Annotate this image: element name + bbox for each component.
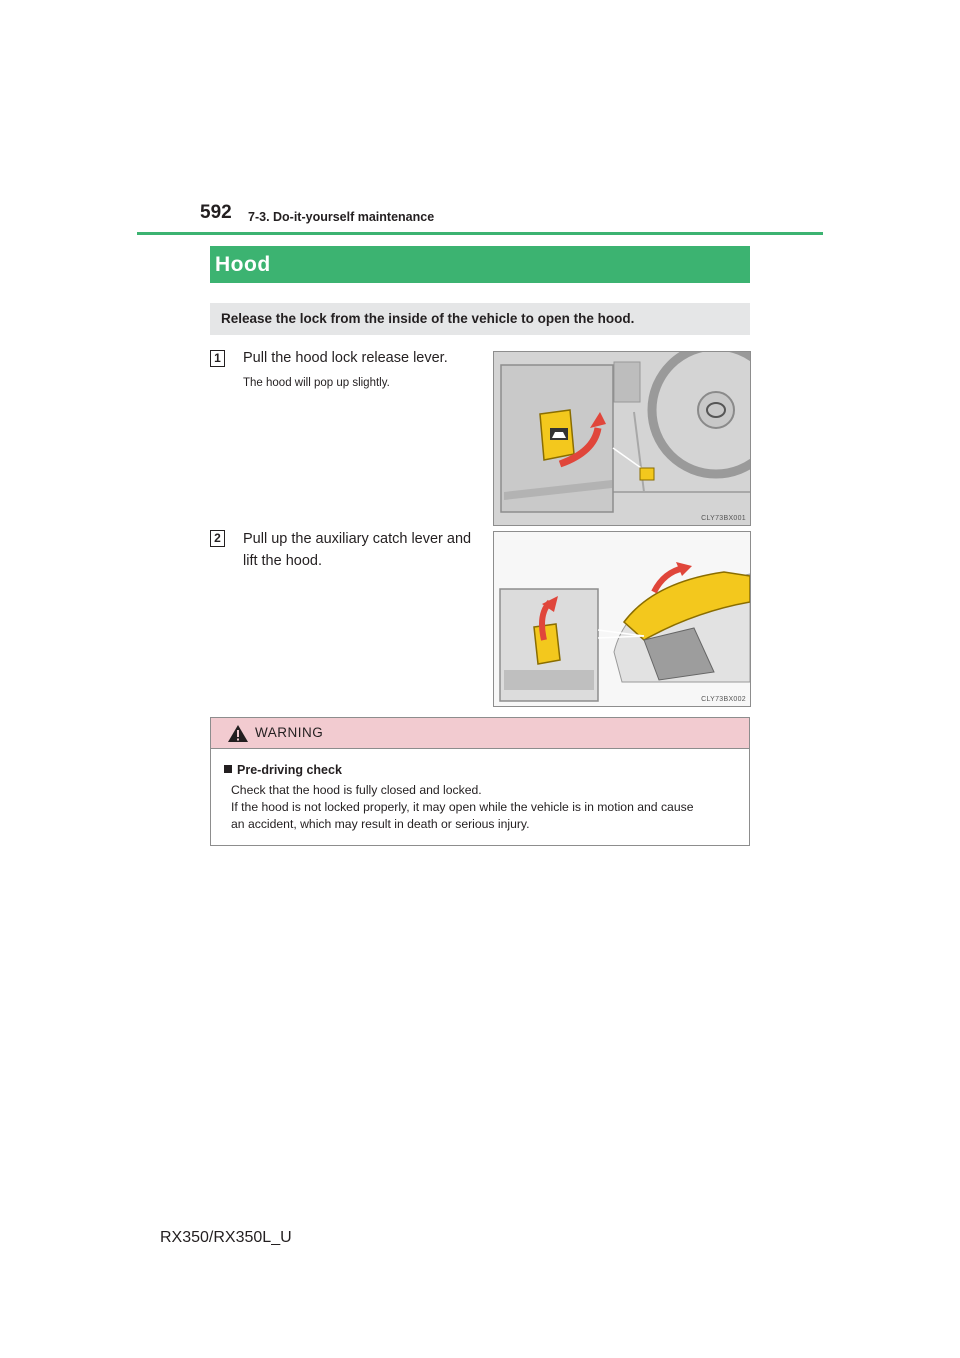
step-2-text-line2: lift the hood. bbox=[243, 553, 322, 569]
dashboard-drawing bbox=[494, 352, 750, 525]
section-intro: Release the lock from the inside of the vehicle to open the hood. bbox=[210, 303, 750, 335]
warning-line-2: If the hood is not locked properly, it may open while the vehicle is in motion and cause bbox=[231, 800, 694, 814]
figure-code-1: CLY73BX001 bbox=[701, 515, 746, 522]
step-number-2: 2 bbox=[210, 530, 225, 547]
warning-triangle-icon bbox=[227, 724, 249, 743]
warning-item-title bbox=[224, 763, 342, 777]
page-number: 592 bbox=[200, 202, 232, 223]
warning-box bbox=[210, 717, 750, 846]
car-front-drawing bbox=[494, 532, 750, 706]
warning-title: WARNING bbox=[255, 725, 324, 740]
step-1-text: Pull the hood lock release lever. bbox=[243, 350, 448, 366]
figure-code-2: CLY73BX002 bbox=[701, 696, 746, 703]
hood-catch-lever-illustration bbox=[493, 531, 751, 707]
warning-line-1: Check that the hood is fully closed and locked. bbox=[231, 783, 482, 797]
section-title: Hood bbox=[210, 246, 750, 283]
step-2-text-line1: Pull up the auxiliary catch lever and bbox=[243, 531, 472, 547]
hood-release-lever-illustration bbox=[493, 351, 751, 526]
warning-item-title-text: Pre-driving check bbox=[237, 763, 342, 777]
warning-header bbox=[211, 718, 749, 749]
warning-line-3: an accident, which may result in death or serious injury. bbox=[231, 817, 530, 831]
step-number-1: 1 bbox=[210, 350, 225, 367]
step-1-subtext: The hood will pop up slightly. bbox=[243, 377, 390, 389]
bullet-square-icon bbox=[224, 765, 232, 773]
chapter-title: 7-3. Do-it-yourself maintenance bbox=[248, 210, 435, 224]
header-rule bbox=[137, 232, 823, 235]
footer-model: RX350/RX350L_U bbox=[160, 1229, 292, 1246]
